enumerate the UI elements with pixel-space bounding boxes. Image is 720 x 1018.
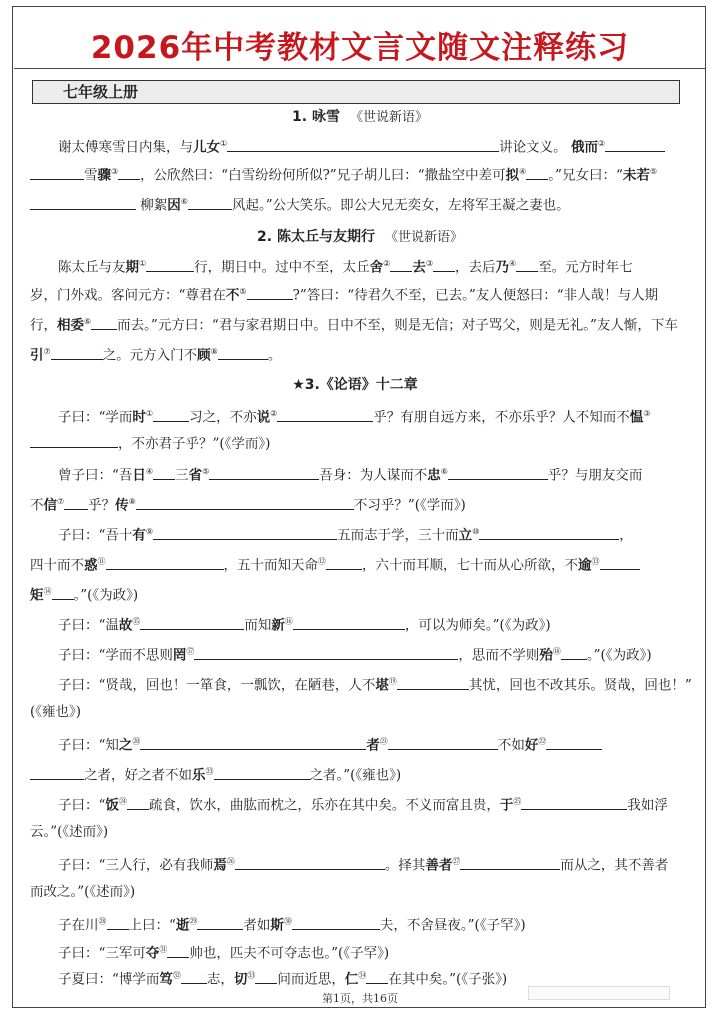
text-line: 岁，门外戏。客问元方：“尊君在不⑤ ?”答曰：“待君久不至，已去。”友人便怒曰：“非人哉！与人期: [30, 282, 688, 306]
text-line: 子曰：“学而不思则罔⑰ ，思而不学则殆⑱ 。”(《为政》): [58, 642, 688, 666]
grade-banner: 七年级上册: [32, 80, 680, 104]
text-line: 子曰：“饭$^㉔$ 疏食，饮水，曲肱而枕之，乐亦在其中矣。不义而富且贵，于$^㉕$ 我如浮: [58, 792, 688, 816]
text-line: (《雍也》): [30, 704, 82, 720]
text-line: 行，相委⑥ 而去。”元方曰：“君与家君期日中。日中不至，则是无信；对子骂父，则是无礼。”友人惭，下车: [30, 312, 688, 336]
text-line: 雪骤③ ，公欣然曰：“白雪纷纷何所似?”兄子胡儿曰：“撒盐空中差可拟④ 。”兄女曰：“未若⑤: [30, 162, 688, 186]
text-line: 子曰：“温故⑮ 而知新⑯ ，可以为师矣。”(《为政》): [58, 612, 688, 636]
text-line: 子曰：“吾十有⑨ 五而志于学，三十而立⑩ ，: [58, 522, 688, 546]
text-line: 子曰：“三人行，必有我师焉$^㉖$ 。择其善者$^㉗$ 而从之，其不善者: [58, 852, 688, 876]
text-line: 矩⑭ 。”(《为政》): [30, 582, 688, 606]
text-line: 陈太丘与友期① 行，期日中。过中不至，太丘舍② 去③ ，去后乃④ 至。元方时年七: [58, 254, 688, 278]
text-line: 曾子曰：“吾日④ 三省⑤ 吾身：为人谋而不忠⑥ 乎？与朋友交而: [58, 462, 688, 486]
footer-box: [528, 986, 670, 1000]
text-line: ，不亦君子乎？”(《学而》): [30, 432, 688, 454]
text-line: 而改之。”(《述而》): [30, 884, 136, 900]
text-line: 谢太傅寒雪日内集，与儿女① 讲论文义。 俄而②: [58, 134, 688, 158]
text-line: 之者，好之者不如乐$^㉓$ 之者。”(《雍也》): [30, 762, 688, 786]
text-line: 子曰：“贤哉，回也！一箪食，一瓢饮，在陋巷，人不堪⑲ 其忧，回也不改其乐。贤哉，回也！”: [58, 672, 688, 696]
text-line: 引⑦ 之。元方入门不顾⑧ 。: [30, 342, 688, 366]
text-line: 子曰：“学而时① 习之，不亦说② 乎？有朋自远方来，不亦乐乎？人不知而不愠③: [58, 404, 688, 428]
section-title-3: ★3.《论语》十二章: [292, 377, 418, 393]
text-line: 子曰：“知之⑳ 者$^㉑$ 不如好$^㉒$: [58, 732, 688, 756]
text-line: 子曰：“三军可夺$^㉛$ 帅也，匹夫不可夺志也。”(《子罕》): [58, 940, 688, 964]
title-divider: [14, 68, 706, 69]
text-line: 子夏曰：“博学而笃$^㉜$ 志，切$^㉝$ 问而近思，仁$^㉞$ 在其中矣。”(《子张》): [58, 966, 688, 990]
text-line: 不信⑦ 乎？传⑧ 不习乎？”(《学而》): [30, 492, 688, 516]
page-number: 第1页，共16页: [322, 992, 398, 1005]
section-title-1: 1. 咏雪 《世说新语》: [292, 109, 428, 125]
text-line: 子在川$^㉘$ 上曰：“逝$^㉙$ 者如斯$^㉚$ 夫，不舍昼夜。”(《子罕》): [58, 912, 688, 936]
text-line: 四十而不惑⑪ ，五十而知天命⑫ ，六十而耳顺，七十而从心所欲，不逾⑬: [30, 552, 688, 576]
section-title-2: 2. 陈太丘与友期行 《世说新语》: [257, 229, 463, 245]
text-line: 柳絮因⑥ 风起。”公大笑乐。即公大兄无奕女，左将军王凝之妻也。: [30, 192, 688, 216]
text-line: 云。”(《述而》): [30, 824, 109, 840]
page-title: 2026年中考教材文言文随文注释练习: [90, 30, 630, 66]
